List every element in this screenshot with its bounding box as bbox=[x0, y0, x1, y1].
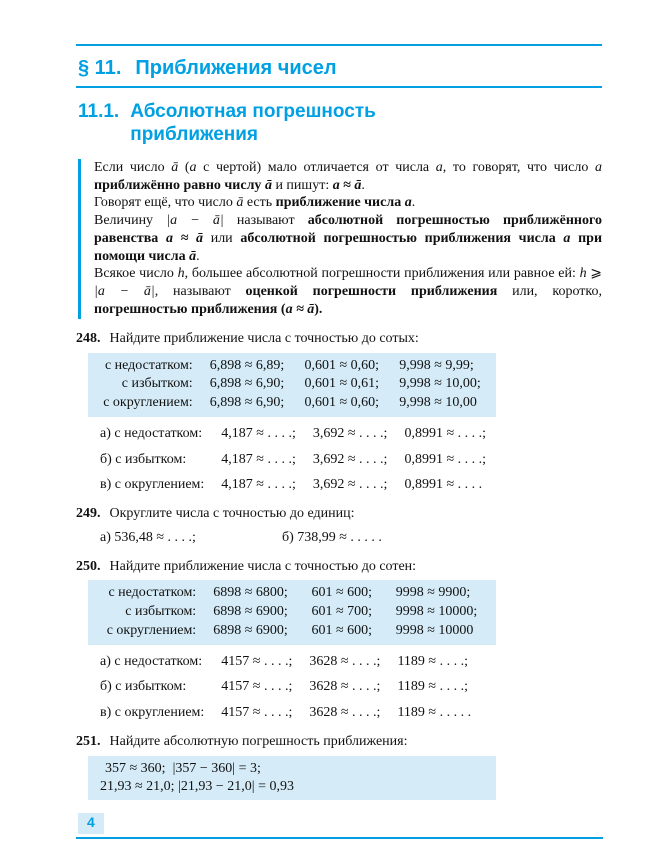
example-block bbox=[88, 756, 496, 801]
problem-statement bbox=[76, 733, 602, 751]
text-segment: ). bbox=[314, 301, 323, 317]
example-cell: 0,601 ≈ 0,60; bbox=[304, 395, 380, 411]
example-cell: 601 ≈ 700; bbox=[311, 604, 373, 620]
text-segment: ā bbox=[189, 248, 197, 264]
page-footer bbox=[76, 813, 603, 839]
problem-248 bbox=[76, 330, 602, 494]
text-segment: , называют bbox=[154, 284, 246, 300]
item-cell: б) 738,99 ≈ . . . . . bbox=[281, 529, 382, 545]
example-line: 357 ≈ 360; |357 − 360| = 3; bbox=[105, 760, 261, 776]
problem-statement-text: Найдите абсолютную погрешность приближения: bbox=[109, 733, 408, 749]
item-cell: 1189 ≈ . . . .; bbox=[397, 653, 469, 669]
example-cell: 6,898 ≈ 6,90; bbox=[209, 376, 285, 392]
theory-paragraph-3 bbox=[94, 212, 602, 265]
page-number-badge: 4 bbox=[78, 813, 104, 834]
example-cell: 9998 ≈ 9900; bbox=[395, 585, 471, 601]
text-segment: . bbox=[411, 195, 416, 211]
text-segment: a bbox=[435, 159, 443, 175]
text-segment: a bbox=[563, 230, 571, 246]
item-cell: 0,8991 ≈ . . . . bbox=[404, 477, 483, 493]
text-segment: Всякое число bbox=[94, 266, 178, 282]
example-cell: 0,601 ≈ 0,60; bbox=[304, 357, 380, 373]
text-segment: абсолютной погрешностью приближённого равенства bbox=[94, 213, 602, 246]
text-segment: приближение числа bbox=[275, 195, 405, 211]
theory-block bbox=[78, 159, 602, 319]
problem-statement bbox=[76, 558, 602, 576]
item-label: б) с избытком: bbox=[100, 679, 187, 695]
item-cell: 4,187 ≈ . . . .; bbox=[221, 451, 296, 467]
text-segment: |a − ā| bbox=[166, 213, 224, 229]
example-cell: 9998 ≈ 10000; bbox=[395, 604, 478, 620]
items-grid bbox=[100, 425, 486, 494]
item-cell: 1189 ≈ . . . .; bbox=[397, 679, 469, 695]
section-heading-rule bbox=[76, 86, 602, 88]
problem-250 bbox=[76, 558, 602, 722]
item-cell: 0,8991 ≈ . . . .; bbox=[404, 425, 487, 441]
top-rule bbox=[76, 44, 602, 46]
text-segment: ā bbox=[171, 159, 179, 175]
text-segment: Говорят ещё, что число bbox=[94, 195, 237, 211]
text-segment: |a − ā| bbox=[94, 284, 155, 300]
text-segment: ≈ bbox=[339, 177, 355, 193]
item-cell: 3628 ≈ . . . .; bbox=[309, 705, 381, 721]
text-segment: и пишут: bbox=[271, 177, 333, 193]
text-segment: ( bbox=[178, 159, 190, 175]
section-heading bbox=[78, 56, 602, 80]
item-cell: 3,692 ≈ . . . .; bbox=[312, 451, 388, 467]
text-segment: a bbox=[595, 159, 602, 175]
example-cell: 9,998 ≈ 9,99; bbox=[399, 357, 474, 373]
item-cell: а) 536,48 ≈ . . . .; bbox=[100, 529, 196, 545]
theory-paragraph-2 bbox=[94, 194, 602, 212]
item-cell: 4157 ≈ . . . .; bbox=[221, 679, 293, 695]
example-cell: 6898 ≈ 6900; bbox=[213, 622, 288, 638]
example-block bbox=[88, 353, 496, 417]
bottom-rule bbox=[76, 837, 603, 839]
example-line: 21,93 ≈ 21,0; |21,93 − 21,0| = 0,93 bbox=[100, 778, 294, 794]
text-segment: ⩾ bbox=[586, 266, 603, 282]
section-title: Приближения чисел bbox=[135, 57, 337, 79]
text-segment: с чертой) мало отличается от числа bbox=[196, 159, 436, 175]
text-segment: погрешностью приближения bbox=[94, 301, 278, 317]
item-cell: 4,187 ≈ . . . .; bbox=[221, 425, 296, 441]
text-segment: есть bbox=[243, 195, 276, 211]
problem-number: 251. bbox=[76, 733, 101, 749]
text-segment: h bbox=[579, 266, 587, 282]
theory-paragraph-4 bbox=[94, 265, 602, 318]
problem-251 bbox=[76, 733, 602, 800]
example-cell: 9,998 ≈ 10,00 bbox=[399, 395, 477, 411]
text-segment: при помощи числа bbox=[94, 230, 603, 264]
text-segment: , то говорят, что число bbox=[442, 159, 595, 175]
example-cell: 6,898 ≈ 6,89; bbox=[209, 357, 285, 373]
subsection-heading bbox=[78, 100, 602, 146]
item-cell: 4,187 ≈ . . . .; bbox=[221, 477, 296, 493]
problem-statement bbox=[76, 330, 602, 348]
example-cell: 0,601 ≈ 0,61; bbox=[304, 376, 380, 392]
example-block bbox=[88, 580, 496, 644]
text-segment: a bbox=[189, 159, 197, 175]
text-segment: a bbox=[332, 177, 340, 193]
text-segment: a ≈ ā bbox=[165, 230, 204, 246]
text-segment: называют bbox=[223, 213, 308, 229]
example-label: с округлением: bbox=[106, 622, 197, 638]
text-segment: ā bbox=[264, 177, 272, 193]
subsection-number: 11.1. bbox=[78, 100, 120, 122]
example-cell: 601 ≈ 600; bbox=[311, 622, 373, 638]
example-label: с избытком: bbox=[125, 604, 197, 620]
example-label: с недостатком: bbox=[108, 585, 197, 601]
item-cell: 3,692 ≈ . . . .; bbox=[312, 477, 388, 493]
text-segment: приближённо равно числу bbox=[94, 177, 265, 193]
item-cell: 4157 ≈ . . . .; bbox=[221, 705, 293, 721]
subsection-title: Абсолютная погрешность приближения bbox=[130, 100, 376, 145]
problem-statement-text: Найдите приближение числа с точностью до сотых: bbox=[109, 330, 419, 346]
text-segment: ā bbox=[236, 195, 244, 211]
text-segment: ( bbox=[277, 301, 286, 317]
text-segment: абсолютной погрешностью приближения числа bbox=[240, 230, 564, 246]
example-cell: 601 ≈ 600; bbox=[311, 585, 373, 601]
text-segment: . bbox=[196, 248, 200, 264]
text-segment: или, коротко, bbox=[497, 284, 602, 300]
item-cell: 3,692 ≈ . . . .; bbox=[312, 425, 388, 441]
example-grid bbox=[100, 584, 484, 639]
example-label: с округлением: bbox=[103, 395, 193, 411]
item-cell: 4157 ≈ . . . .; bbox=[221, 653, 293, 669]
text-segment: оценкой погрешности приближения bbox=[245, 284, 498, 300]
text-segment: a ≈ ā bbox=[285, 301, 315, 317]
items-grid bbox=[100, 653, 471, 722]
problem-statement-text: Округлите числа с точностью до единиц: bbox=[109, 506, 355, 522]
theory-paragraph-1 bbox=[94, 159, 602, 195]
item-label: в) с округлением: bbox=[100, 705, 205, 721]
problem-number: 248. bbox=[76, 330, 101, 346]
item-label: б) с избытком: bbox=[100, 451, 187, 467]
problem-statement-text: Найдите приближение числа с точностью до сотен: bbox=[109, 558, 417, 574]
items-row bbox=[100, 529, 602, 547]
example-label: с избытком: bbox=[121, 376, 193, 392]
item-cell: 1189 ≈ . . . . . bbox=[397, 705, 472, 721]
section-number: § 11. bbox=[78, 57, 122, 79]
example-label: с недостатком: bbox=[104, 357, 193, 373]
text-segment: или bbox=[203, 230, 241, 246]
item-label: а) с недостатком: bbox=[100, 653, 203, 669]
item-label: а) с недостатком: bbox=[100, 425, 203, 441]
text-segment: ā bbox=[354, 177, 362, 193]
item-cell: 3628 ≈ . . . .; bbox=[309, 653, 381, 669]
example-cell: 9,998 ≈ 10,00; bbox=[399, 376, 481, 392]
problem-number: 250. bbox=[76, 558, 101, 574]
example-cell: 6898 ≈ 6900; bbox=[213, 604, 288, 620]
text-segment: Величину bbox=[94, 213, 167, 229]
problem-number: 249. bbox=[76, 506, 101, 522]
text-segment: . bbox=[361, 177, 365, 193]
item-cell: 0,8991 ≈ . . . .; bbox=[404, 451, 487, 467]
problem-249 bbox=[76, 505, 602, 547]
example-cell: 6898 ≈ 6800; bbox=[213, 585, 288, 601]
text-segment: a bbox=[404, 195, 412, 211]
item-label: в) с округлением: bbox=[100, 477, 205, 493]
problem-statement bbox=[76, 505, 602, 523]
text-segment: , большее абсолютной погрешности приближения или равное ей: bbox=[184, 266, 580, 282]
text-segment: Если число bbox=[94, 159, 172, 175]
example-cell: 9998 ≈ 10000 bbox=[395, 622, 474, 638]
text-segment: h bbox=[177, 266, 185, 282]
item-cell: 3628 ≈ . . . .; bbox=[309, 679, 381, 695]
example-cell: 6,898 ≈ 6,90; bbox=[209, 395, 285, 411]
example-grid bbox=[100, 357, 484, 412]
